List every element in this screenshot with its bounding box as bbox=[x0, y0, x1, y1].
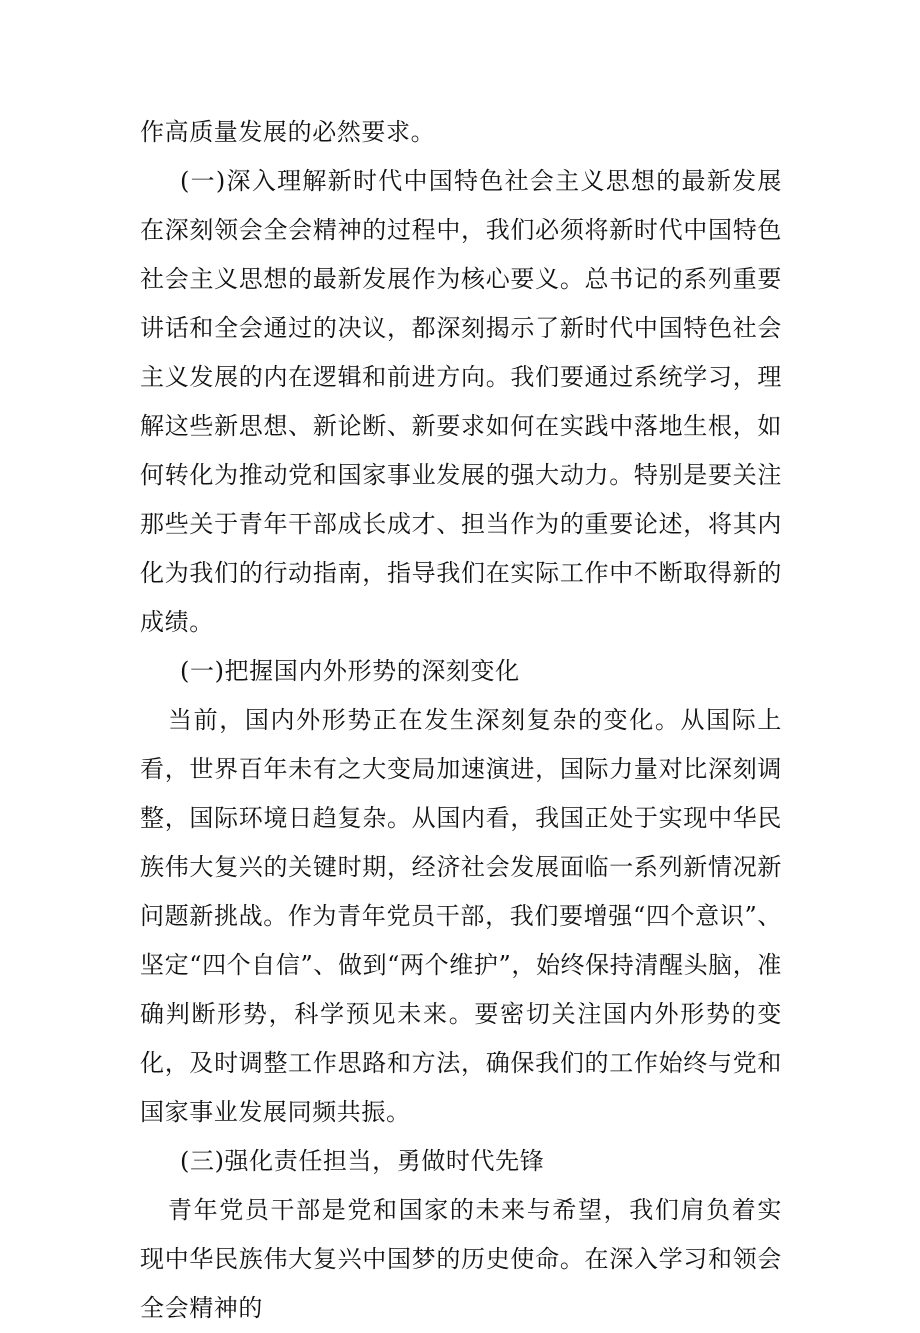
paragraph-section-one: (一)深入理解新时代中国特色社会主义思想的最新发展在深刻领会全会精神的过程中，我们必须将新时代中国特色社会主义思想的最新发展作为核心要义。总书记的系列重要讲话和全会通过的决议，都深刻揭示了新时代中国特色社会主义发展的内在逻辑和前进方向。我们要通过系统学习，理解这些新思想、新论断、新要求如何在实践中落地生根，如何转化为推动党和国家事业发展的强大动力。特别是要关注那些关于青年干部成长成才、担当作为的重要论述，将其内化为我们的行动指南，指导我们在实际工作中不断取得新的成绩。 bbox=[140, 167, 782, 636]
section-heading-responsibility: (三)强化责任担当，勇做时代先锋 bbox=[180, 1147, 545, 1175]
document-body bbox=[140, 108, 782, 1333]
paragraph-continuation: 作高质量发展的必然要求。 bbox=[140, 118, 436, 146]
paragraph-responsibility: 青年党员干部是党和国家的未来与希望，我们肩负着实现中华民族伟大复兴中国梦的历史使命。在深入学习和领会全会精神的 bbox=[140, 1196, 782, 1322]
paragraph-situation: 当前，国内外形势正在发生深刻复杂的变化。从国际上看，世界百年未有之大变局加速演进，国际力量对比深刻调整，国际环境日趋复杂。从国内看，我国正处于实现中华民族伟大复兴的关键时期，经济社会发展面临一系列新情况新问题新挑战。作为青年党员干部，我们要增强“四个意识”、坚定“四个自信”、做到“两个维护”，始终保持清醒头脑，准确判断形势，科学预见未来。要密切关注国内外形势的变化，及时调整工作思路和方法，确保我们的工作始终与党和国家事业发展同频共振。 bbox=[140, 706, 782, 1126]
section-heading-situation: (一)把握国内外形势的深刻变化 bbox=[180, 657, 520, 685]
